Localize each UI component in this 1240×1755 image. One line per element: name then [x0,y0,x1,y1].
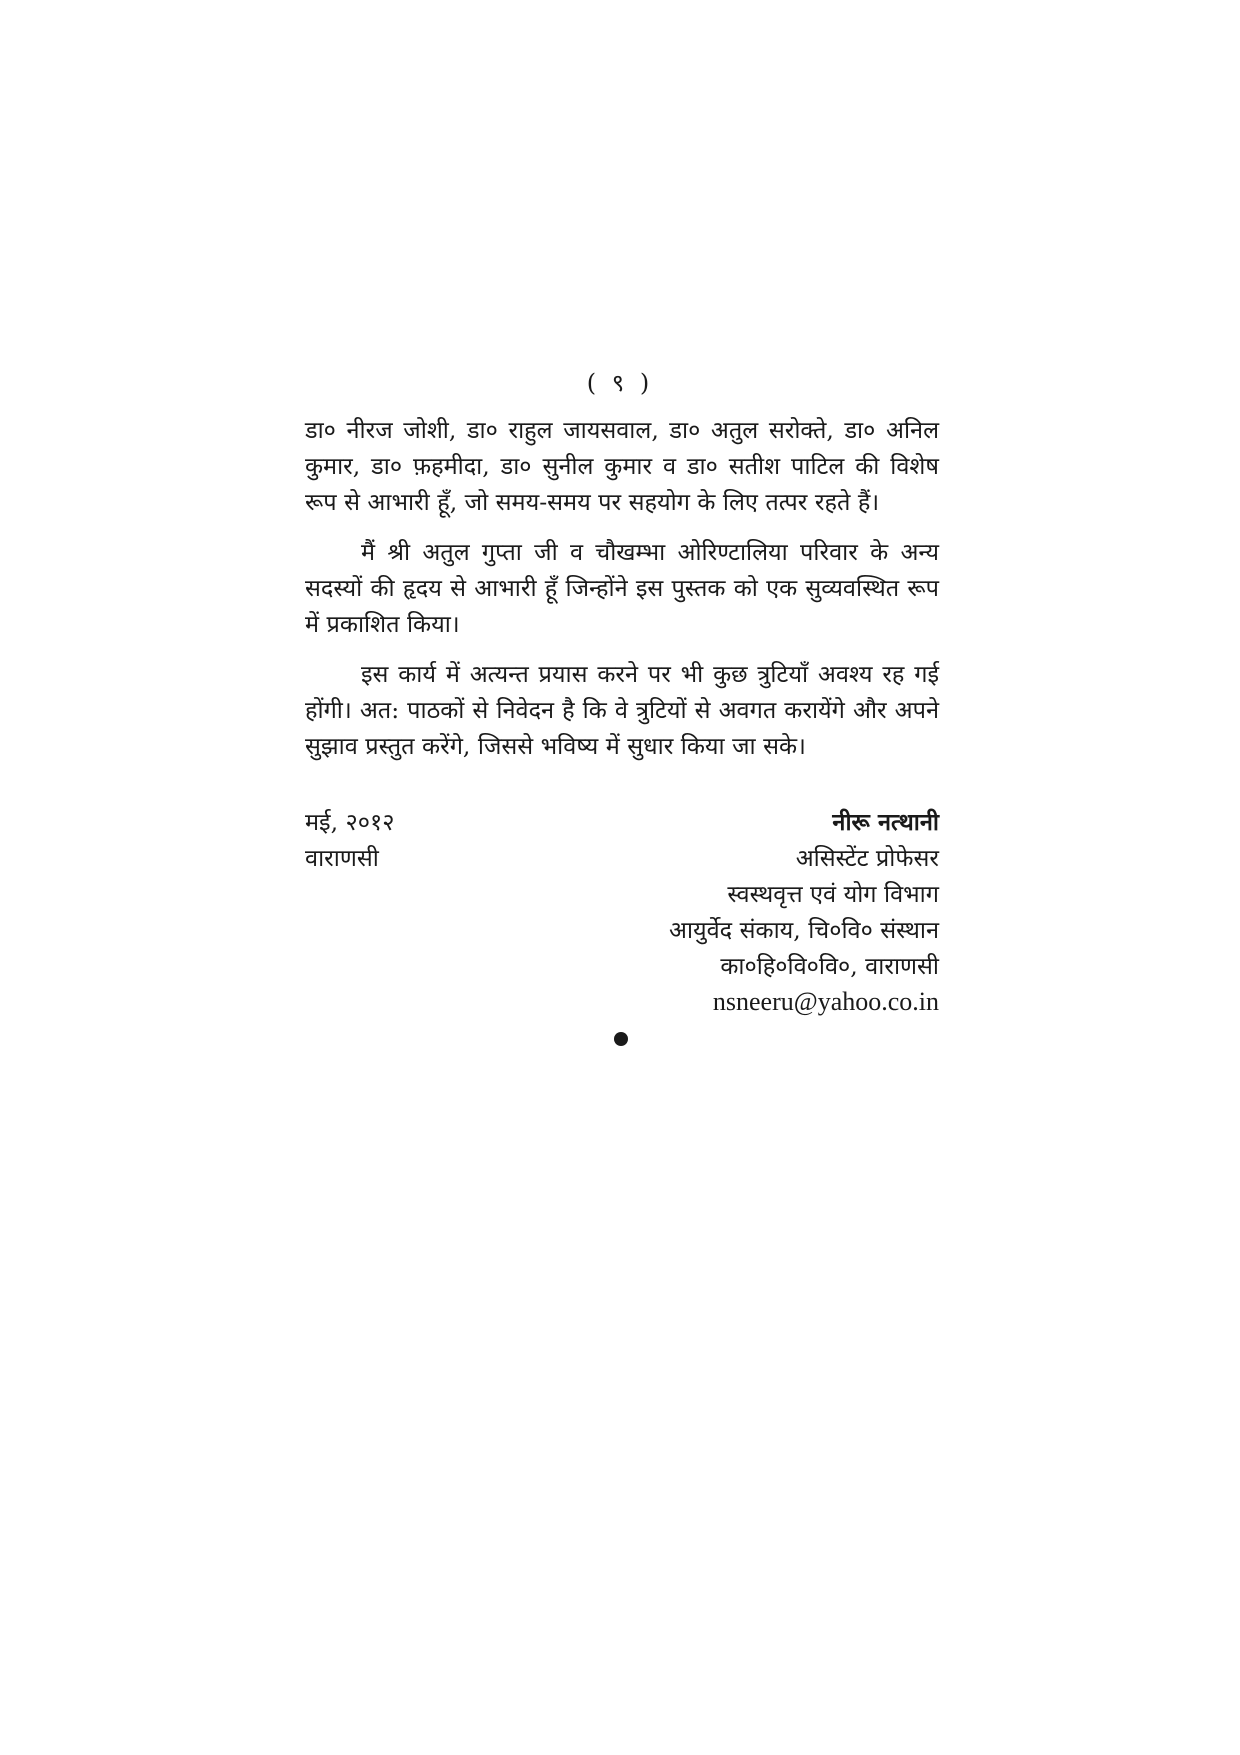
signature-row-2 [305,840,939,876]
signature-place: वाराणसी [305,844,379,872]
signature-block [305,804,939,1020]
page-number: ( ९ ) [586,369,654,397]
author-faculty: आयुर्वेद संकाय, चि०वि० संस्थान [668,916,939,944]
author-email: nsneeru@yahoo.co.in [712,987,939,1016]
paragraph-acknowledgement-publisher: मैं श्री अतुल गुप्ता जी व चौखम्भा ओरिण्टालिया परिवार के अन्य सदस्यों की हृदय से आभारी हूँ जिन्होंने इस पुस्तक को एक सुव्यवस्थित रूप में प्रकाशित किया। [305,538,939,638]
author-department: स्वस्थवृत्त एवं योग विभाग [727,880,939,908]
author-name: नीरू नत्थानी [832,808,939,836]
author-designation: असिस्टेंट प्रोफेसर [795,844,939,872]
paragraph-acknowledgement-doctors: डा० नीरज जोशी, डा० राहुल जायसवाल, डा० अतुल सरोक्ते, डा० अनिल कुमार, डा० फ़हमीदा, डा० सुनील कुमार व डा० सतीश पाटिल की विशेष रूप से आभारी हूँ, जो समय-समय पर सहयोग के लिए तत्पर रहते हैं। [305,416,939,516]
signature-date: मई, २०१२ [305,808,395,836]
body-text [305,412,939,778]
author-university: का०हि०वि०वि०, वाराणसी [720,952,939,980]
paragraph-request-readers: इस कार्य में अत्यन्त प्रयास करने पर भी कुछ त्रुटियाँ अवश्य रह गई होंगी। अत: पाठकों से निवेदन है कि वे त्रुटियों से अवगत करायेंगे और अपने सुझाव प्रस्तुत करेंगे, जिससे भविष्य में सुधार किया जा सके। [305,660,939,760]
signature-row-1 [305,804,939,840]
end-bullet-icon [614,1032,628,1046]
